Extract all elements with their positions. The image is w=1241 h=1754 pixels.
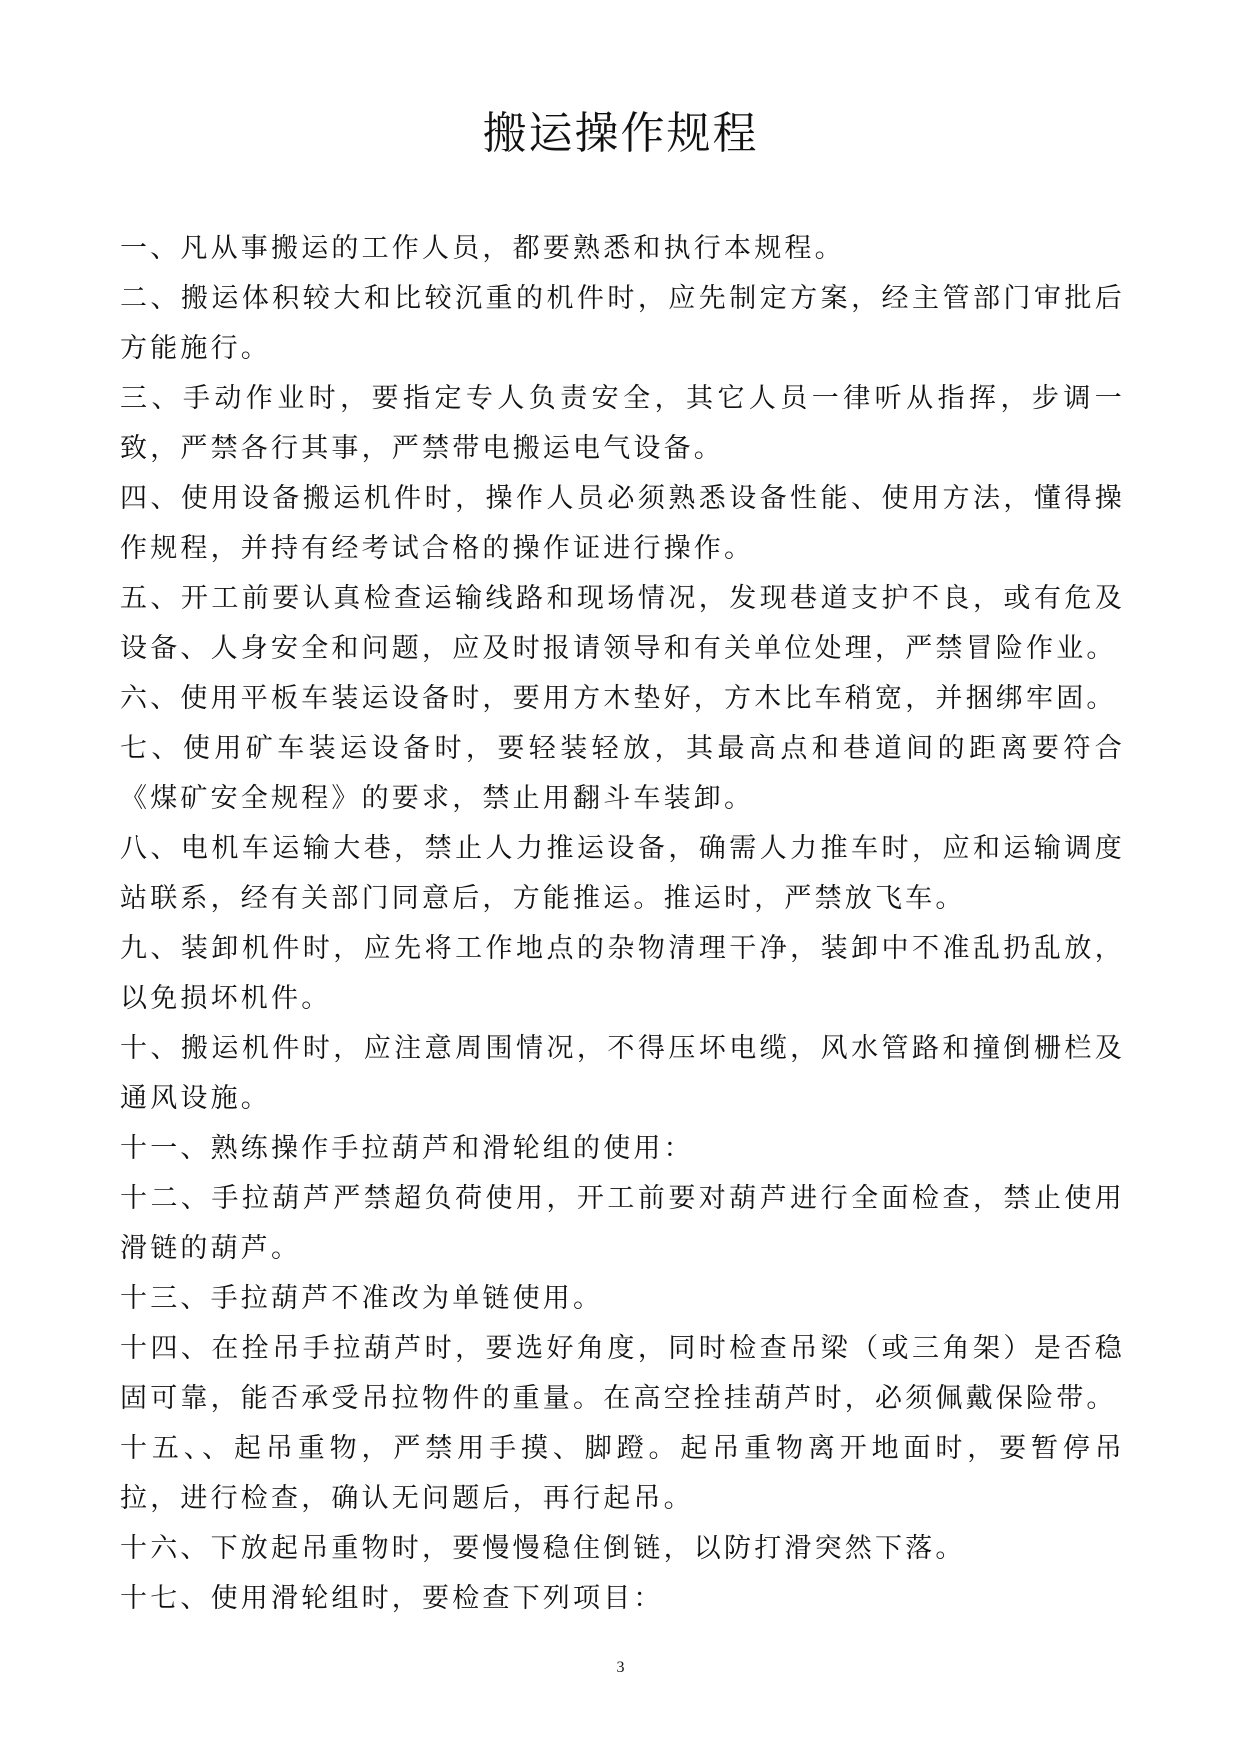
paragraph-16: 十六、下放起吊重物时，要慢慢稳住倒链，以防打滑突然下落。 (120, 1533, 966, 1564)
paragraph-7: 七、使用矿车装运设备时，要轻装轻放，其最高点和巷道间的距离要符合《煤矿安全规程》的要求，禁止用翻斗车装卸。 (120, 733, 1125, 814)
paragraph-5: 五、开工前要认真检查运输线路和现场情况，发现巷道支护不良，或有危及设备、人身安全和问题，应及时报请领导和有关单位处理，严禁冒险作业。 (120, 583, 1125, 664)
paragraph-13: 十三、手拉葫芦不准改为单链使用。 (120, 1283, 604, 1314)
document-body (120, 224, 1125, 1624)
page-number: 3 (616, 1659, 625, 1676)
paragraph-12: 十二、手拉葫芦严禁超负荷使用，开工前要对葫芦进行全面检查，禁止使用滑链的葫芦。 (120, 1183, 1125, 1264)
paragraph-4: 四、使用设备搬运机件时，操作人员必须熟悉设备性能、使用方法，懂得操作规程，并持有经考试合格的操作证进行操作。 (120, 483, 1125, 564)
paragraph-8: 八、电机车运输大巷，禁止人力推运设备，确需人力推车时，应和运输调度站联系，经有关部门同意后，方能推运。推运时，严禁放飞车。 (120, 833, 1125, 914)
paragraph-6: 六、使用平板车装运设备时，要用方木垫好，方木比车稍宽，并捆绑牢固。 (120, 683, 1117, 714)
paragraph-3: 三、手动作业时，要指定专人负责安全，其它人员一律听从指挥，步调一致，严禁各行其事，严禁带电搬运电气设备。 (120, 383, 1125, 464)
paragraph-10: 十、搬运机件时，应注意周围情况，不得压坏电缆，风水管路和撞倒栅栏及通风设施。 (120, 1033, 1125, 1114)
paragraph-17: 十七、使用滑轮组时，要检查下列项目： (120, 1583, 664, 1614)
paragraph-2: 二、搬运体积较大和比较沉重的机件时，应先制定方案，经主管部门审批后方能施行。 (120, 283, 1125, 364)
paragraph-15: 十五、、起吊重物，严禁用手摸、脚蹬。起吊重物离开地面时，要暂停吊拉，进行检查，确认无问题后，再行起吊。 (120, 1433, 1125, 1514)
paragraph-9: 九、装卸机件时，应先将工作地点的杂物清理干净，装卸中不准乱扔乱放，以免损坏机件。 (120, 933, 1125, 1014)
paragraph-1: 一、凡从事搬运的工作人员，都要熟悉和执行本规程。 (120, 233, 845, 264)
paragraph-11: 十一、熟练操作手拉葫芦和滑轮组的使用： (120, 1133, 694, 1164)
paragraph-14: 十四、在拴吊手拉葫芦时，要选好角度，同时检查吊梁（或三角架）是否稳固可靠，能否承受吊拉物件的重量。在高空拴挂葫芦时，必须佩戴保险带。 (120, 1333, 1125, 1414)
document-title: 搬运操作规程 (482, 108, 759, 159)
